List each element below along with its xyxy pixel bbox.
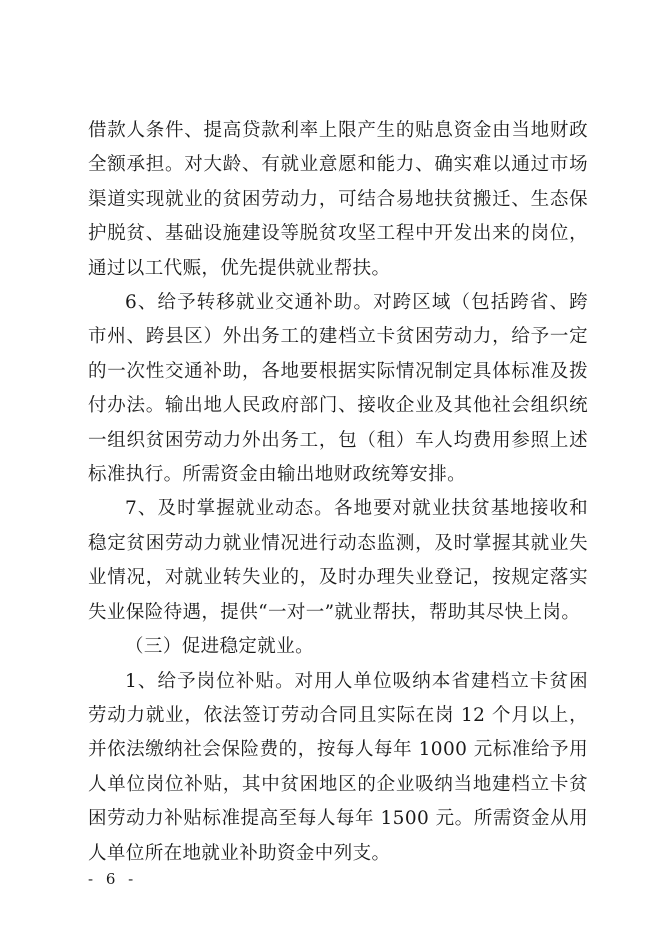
paragraph-item-1: 1、给予岗位补贴。对用人单位吸纳本省建档立卡贫困劳动力就业，依法签订劳动合同且实际在岗 12 个月以上，并依法缴纳社会保险费的，按每人每年 1000 元标准给予用人单位岗位补贴，其中贫困地区的企业吸纳当地建档立卡贫困劳动力补贴标准提高至每人每年 1500 元。所需资金从用人单位所在地就业补助资金中列支。 — [88, 670, 588, 864]
paragraph-item-7: 7、及时掌握就业动态。各地要对就业扶贫基地接收和稳定贫困劳动力就业情况进行动态监测，及时掌握其就业失业情况，对就业转失业的，及时办理失业登记，按规定落实失业保险待遇，提供“一对一”就业帮扶，帮助其尽快上岗。 — [88, 498, 588, 623]
paragraph-item-6: 6、给予转移就业交通补助。对跨区域（包括跨省、跨市州、跨县区）外出务工的建档立卡贫困劳动力，给予一定的一次性交通补助，各地要根据实际情况制定具体标准及拨付办法。输出地人民政府部门、接收企业及其他社会组织统一组织贫困劳动力外出务工，包（租）车人均费用参照上述标准执行。所需资金由输出地财政统筹安排。 — [88, 292, 588, 486]
paragraph-continuation: 借款人条件、提高贷款利率上限产生的贴息资金由当地财政全额承担。对大龄、有就业意愿和能力、确实难以通过市场渠道实现就业的贫困劳动力，可结合易地扶贫搬迁、生态保护脱贫、基础设施建设等脱贫攻坚工程中开发出来的岗位，通过以工代赈，优先提供就业帮扶。 — [88, 120, 588, 279]
document-body — [88, 114, 588, 871]
section-heading: （三）促进稳定就业。 — [125, 636, 315, 658]
page-number: - 6 - — [88, 870, 138, 888]
